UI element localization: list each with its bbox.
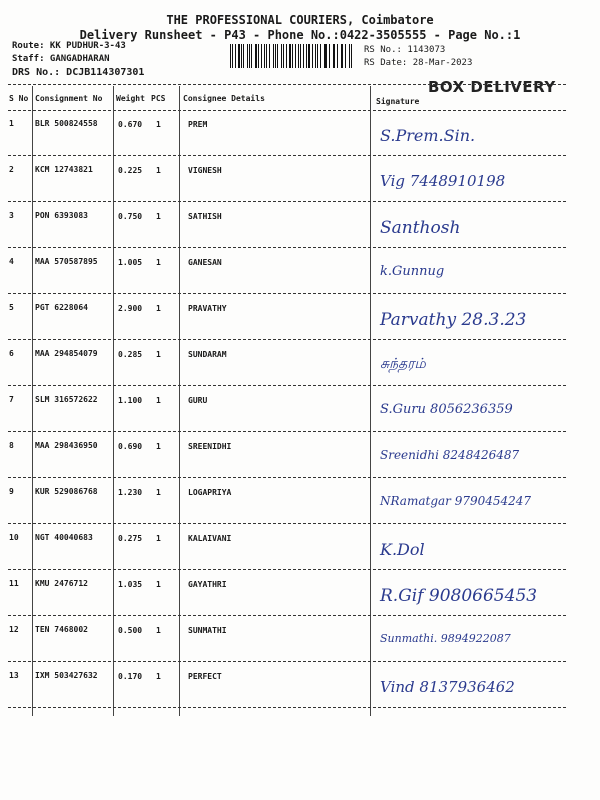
barcode-bar [261,44,262,68]
row-pcs: 1 [156,672,161,681]
rs-date: RS Date: 28-Mar-2023 [364,58,473,68]
row-signature: S.Prem.Sin. [380,126,476,145]
barcode-bar [341,44,342,68]
barcode-bar [337,44,338,68]
row-divider [8,615,566,616]
row-pcs: 1 [156,212,161,221]
row-weight: 1.230 [118,488,143,497]
row-signature: S.Guru 8056236359 [380,402,513,417]
row-weight: 0.670 [118,120,143,129]
row-consignee-name: SREENIDHI [188,442,232,451]
barcode-bar [324,44,325,68]
row-sno: 11 [9,579,19,588]
barcode-bar [329,44,330,68]
row-consignee-name: LOGAPRIYA [188,488,232,497]
row-pcs: 1 [156,120,161,129]
barcode-bar [295,44,296,68]
row-sno: 7 [9,395,14,404]
col-header-sno: S No [9,94,29,103]
row-consignment-no: BLR 500824558 [35,119,98,128]
barcode-bar [349,44,350,68]
row-sno: 13 [9,671,19,680]
barcode-bar [289,44,291,68]
barcode-bar [264,44,265,68]
col-divider [370,86,371,716]
row-signature: R.Gif 9080665453 [380,586,538,606]
header-bottom-divider [8,110,566,111]
barcode-bar [308,44,310,68]
col-header-pcs: PCS [151,94,166,103]
row-divider [8,523,566,524]
barcode-bar [273,44,274,68]
barcode-bar [247,44,248,68]
barcode-bar [258,44,259,68]
drs-number: DRS No.: DCJB114307301 [12,67,145,78]
row-consignment-no: MAA 298436950 [35,441,98,450]
row-consignee-name: VIGNESH [188,166,222,175]
row-consignee-name: SATHISH [188,212,222,221]
row-sno: 2 [9,165,14,174]
barcode-bar [312,44,313,68]
row-consignment-no: KCM 12743821 [35,165,93,174]
row-sno: 6 [9,349,14,358]
barcode-bar [281,44,282,68]
row-weight: 0.170 [118,672,143,681]
row-weight: 0.285 [118,350,143,359]
row-divider [8,385,566,386]
row-pcs: 1 [156,442,161,451]
row-consignee-name: PREM [188,120,208,129]
barcode-bar [241,44,242,68]
row-weight: 0.690 [118,442,143,451]
row-consignment-no: IXM 503427632 [35,671,98,680]
barcode-bar [306,44,307,68]
row-pcs: 1 [156,350,161,359]
barcode-bar [277,44,278,68]
barcode-bar [243,44,244,68]
row-consignment-no: PGT 6228064 [35,303,88,312]
barcode-bar [251,44,252,68]
barcode-bar [298,44,299,68]
row-divider [8,201,566,202]
row-pcs: 1 [156,488,161,497]
col-header-consignee: Consignee Details [183,94,265,103]
col-header-signature: Signature [376,97,420,106]
barcode-bar [303,44,304,68]
row-weight: 0.500 [118,626,143,635]
row-consignment-no: NGT 40040683 [35,533,93,542]
col-divider [179,86,180,716]
rs-number: RS No.: 1143073 [364,45,446,55]
barcode-bar [249,44,250,68]
barcode-bar [333,44,334,68]
row-signature: Sunmathi. 9894922087 [380,632,511,645]
col-header-weight: Weight [116,94,145,103]
row-consignee-name: KALAIVANI [188,534,232,543]
row-weight: 0.275 [118,534,143,543]
row-weight: 1.100 [118,396,143,405]
row-consignment-no: KMU 2476712 [35,579,88,588]
barcode-bar [266,44,267,68]
row-consignment-no: SLM 316572622 [35,395,98,404]
barcode-bar [238,44,240,68]
barcode-bar [286,44,287,68]
row-sno: 5 [9,303,14,312]
row-signature: NRamatgar 9790454247 [380,494,532,508]
row-sno: 12 [9,625,19,634]
barcode-bar [315,44,316,68]
row-sno: 10 [9,533,19,542]
row-weight: 1.005 [118,258,143,267]
row-divider [8,661,566,662]
row-pcs: 1 [156,258,161,267]
route-label: Route: KK PUDHUR-3-43 [12,41,126,51]
row-weight: 0.750 [118,212,143,221]
row-consignee-name: GURU [188,396,208,405]
row-consignment-no: PON 6393083 [35,211,88,220]
barcode-bar [232,44,233,68]
row-weight: 2.900 [118,304,143,313]
row-pcs: 1 [156,626,161,635]
col-divider [113,86,114,716]
barcode-bar [283,44,284,68]
row-sno: 3 [9,211,14,220]
row-consignee-name: SUNDARAM [188,350,227,359]
row-divider [8,477,566,478]
row-sno: 9 [9,487,14,496]
row-sno: 4 [9,257,14,266]
barcode-bar [275,44,276,68]
row-signature: Vig 7448910198 [380,172,506,190]
row-pcs: 1 [156,580,161,589]
row-signature: k.Gunnug [380,264,445,279]
row-consignee-name: GANESAN [188,258,222,267]
barcode-bar [320,44,321,68]
runsheet-subtitle: Delivery Runsheet - P43 - Phone No.:0422-3505555 - Page No.:1 [79,28,521,42]
barcode-bar [292,44,293,68]
barcode-bar [235,44,236,68]
row-consignee-name: SUNMATHI [188,626,227,635]
row-consignment-no: KUR 529086768 [35,487,98,496]
row-consignment-no: MAA 570587895 [35,257,98,266]
row-consignee-name: GAYATHRI [188,580,227,589]
row-divider [8,707,566,708]
row-divider [8,247,566,248]
row-consignee-name: PERFECT [188,672,222,681]
barcode-bar [300,44,301,68]
row-pcs: 1 [156,534,161,543]
barcode-bar [351,44,353,68]
barcode-bar [317,44,318,68]
company-title: THE PROFESSIONAL COURIERS, Coimbatore [166,13,434,27]
row-signature: சுந்தரம் [380,356,426,372]
row-pcs: 1 [156,166,161,175]
row-consignment-no: TEN 7468002 [35,625,88,634]
row-pcs: 1 [156,304,161,313]
box-delivery-stamp: BOX DELIVERY [428,78,556,96]
row-signature: Santhosh [380,218,461,238]
row-pcs: 1 [156,396,161,405]
barcode-bar [230,44,231,68]
barcode-bar [342,44,343,68]
col-divider [32,86,33,716]
row-consignment-no: MAA 294854079 [35,349,98,358]
staff-label: Staff: GANGADHARAN [12,54,110,64]
row-signature: Sreenidhi 8248426487 [380,448,520,462]
header-top-divider [8,84,566,85]
row-consignee-name: PRAVATHY [188,304,227,313]
barcode-bar [255,44,257,68]
row-signature: Parvathy 28.3.23 [380,310,527,330]
row-divider [8,155,566,156]
barcode-bar [345,44,346,68]
col-header-consignment: Consignment No [35,94,103,103]
row-sno: 1 [9,119,14,128]
row-divider [8,293,566,294]
row-divider [8,339,566,340]
barcode-bar [269,44,271,68]
row-signature: K.Dol [380,540,425,559]
row-divider [8,569,566,570]
row-signature: Vind 8137936462 [380,678,515,696]
barcode-bar [325,44,327,68]
row-divider [8,431,566,432]
row-weight: 1.035 [118,580,143,589]
row-weight: 0.225 [118,166,143,175]
barcode [230,44,354,68]
barcode-bar [334,44,335,68]
row-sno: 8 [9,441,14,450]
